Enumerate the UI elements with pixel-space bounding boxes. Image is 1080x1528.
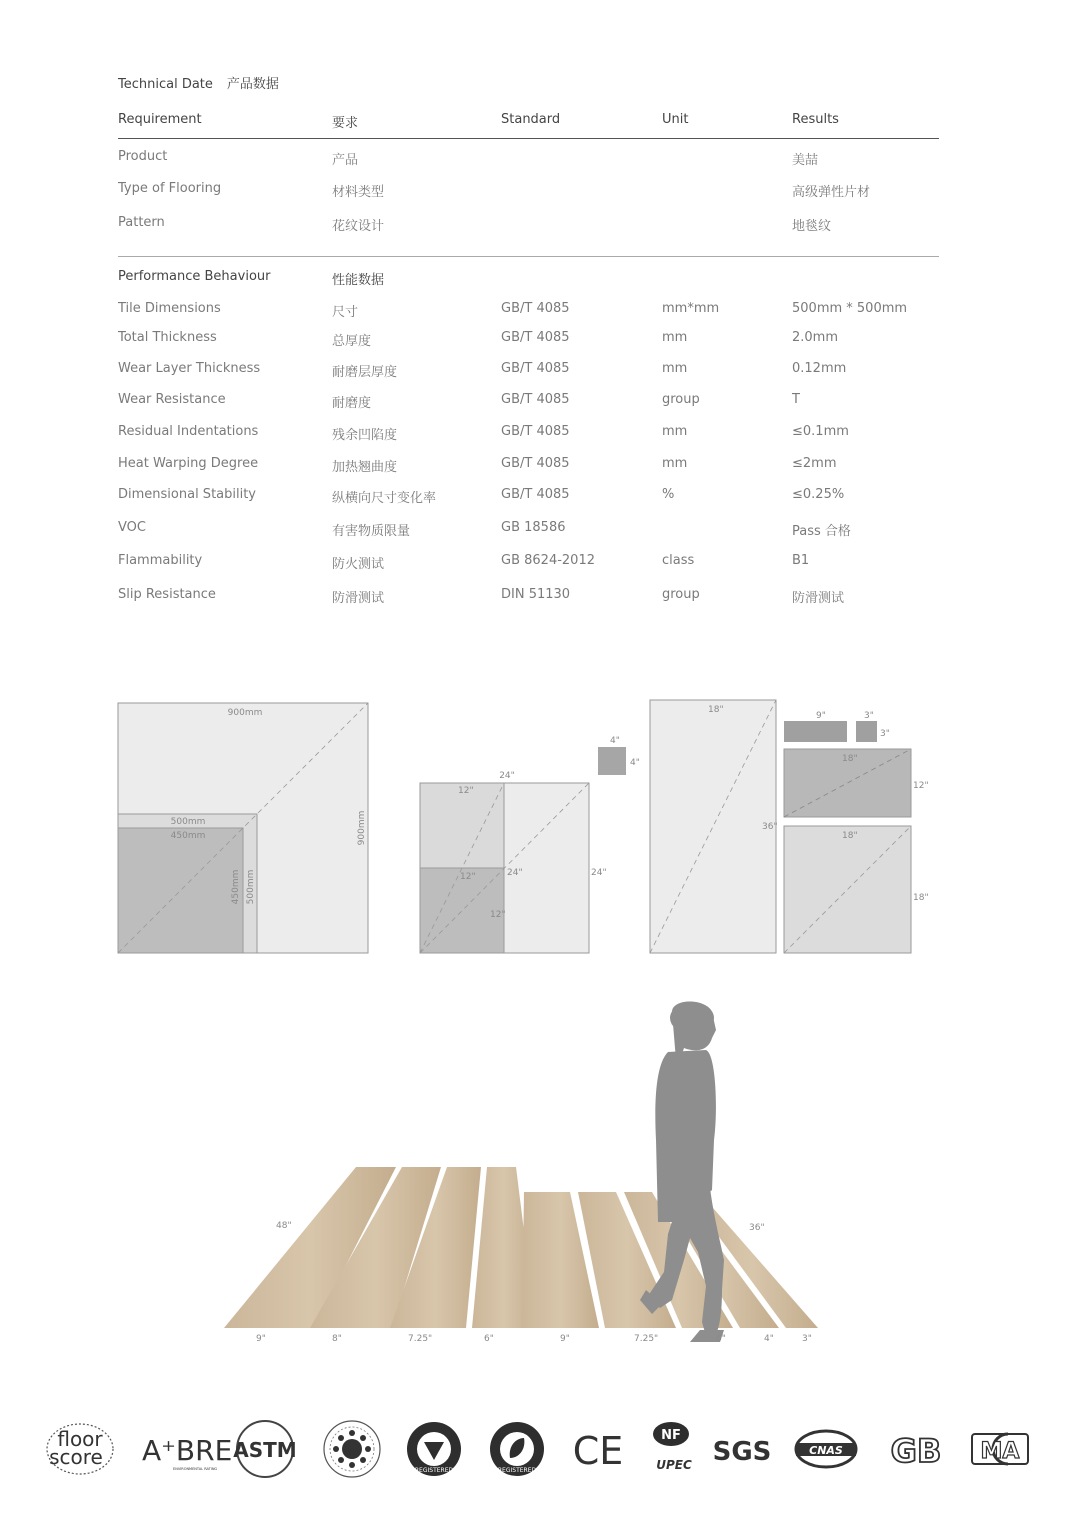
table-cell-cn: 残余凹陷度 (332, 428, 398, 443)
certification-logos (0, 1412, 1080, 1488)
table-cell-res: T (792, 392, 800, 407)
label-24-mid: 24" (507, 868, 523, 878)
table-cell-std: GB/T 4085 (501, 456, 570, 471)
accreditation-logo (324, 1421, 380, 1477)
table-cell-en: Total Thickness (118, 330, 217, 345)
label-450-height: 450mm (231, 869, 241, 905)
table-cell-res: ≤0.25% (792, 487, 845, 502)
table-cell-std: GB/T 4085 (501, 361, 570, 376)
label-18-r2-side: 18" (913, 893, 929, 903)
sgs-text: SGS (712, 1437, 772, 1467)
table-cell-en: Dimensional Stability (118, 487, 257, 502)
header-divider (118, 138, 939, 139)
label-900-width: 900mm (227, 708, 263, 718)
label-18-r2: 18" (842, 831, 858, 841)
label-4-top: 4" (610, 736, 620, 746)
table-cell-en: Pattern (118, 215, 165, 230)
section-divider (118, 256, 939, 257)
table-cell-en: Type of Flooring (118, 181, 222, 196)
table-cell-cn: 总厚度 (332, 334, 372, 349)
nf-text: NF (661, 1428, 681, 1443)
label-3-top: 3" (864, 711, 874, 721)
table-cell-cn: 防滑测试 (332, 591, 385, 606)
tile-3in (856, 721, 877, 742)
table-cell-std: GB/T 4085 (501, 330, 570, 345)
label-width-8: 8" (332, 1334, 342, 1344)
table-cell-unit: mm (662, 424, 688, 439)
table-cell-res: 2.0mm (792, 330, 839, 345)
floorscore-text-1: floor (57, 1427, 103, 1451)
table-cell-res: Pass 合格 (792, 524, 851, 539)
tile-18x18 (784, 826, 911, 953)
planks-48in (224, 1167, 536, 1328)
tile-18x36 (650, 700, 776, 953)
table-cell-res: ≤0.1mm (792, 424, 849, 439)
ce-logo (573, 1429, 624, 1473)
table-cell-res: ≤2mm (792, 456, 837, 471)
col-requirement: Requirement (118, 112, 202, 127)
table-cell-std: DIN 51130 (501, 587, 571, 602)
table-cell-en: Residual Indentations (118, 424, 259, 439)
ce-text: CE (572, 1429, 624, 1473)
label-9-top: 9" (816, 711, 826, 721)
sgs-logo (713, 1437, 772, 1467)
label-900-height: 900mm (357, 810, 367, 846)
table-cell-en: Flammability (118, 553, 203, 568)
cma-text: MA (980, 1439, 1020, 1464)
diagram-plank-sizes (650, 700, 929, 953)
table-cell-cn: 防火测试 (332, 557, 385, 572)
nf-upec-logo (653, 1422, 692, 1472)
table-cell-unit: mm (662, 330, 688, 345)
table-cell-std: GB 18586 (501, 520, 566, 535)
label-12-side: 12" (490, 910, 506, 920)
table-cell-res: 防滑测试 (792, 591, 845, 606)
label-18-r1: 18" (842, 754, 858, 764)
bsi-text-2: REGISTERED (497, 1467, 537, 1474)
gb-logo (891, 1432, 942, 1470)
tile-size-diagrams (0, 690, 1080, 970)
table-cell-cn: 耐磨度 (332, 396, 372, 411)
bsi-registered-logo-2 (490, 1422, 544, 1476)
label-36-side: 36" (762, 822, 778, 832)
col-standard: Standard (501, 112, 561, 127)
col-results: Results (792, 112, 839, 127)
table-cell-unit: mm*mm (662, 301, 720, 316)
bre-sub-text: ENVIRONMENTAL RATING (173, 1467, 218, 1471)
col-unit: Unit (662, 112, 689, 127)
table-cell-unit: mm (662, 361, 688, 376)
label-24-right: 24" (591, 868, 607, 878)
label-12-mid: 12" (460, 872, 476, 882)
tile-9in (784, 721, 847, 742)
cma-logo (972, 1434, 1028, 1464)
table-cell-cn: 产品 (332, 153, 359, 168)
table-cell-unit: mm (662, 456, 688, 471)
plank-illustration (0, 990, 1080, 1360)
bsi-text-1: REGISTERED (414, 1467, 454, 1474)
cnas-logo (796, 1431, 856, 1467)
table-cell-cn: 耐磨层厚度 (332, 365, 398, 380)
astm-text: ASTM (233, 1438, 297, 1462)
table-cell-res: 地毯纹 (792, 219, 832, 234)
table-cell-res: 高级弹性片材 (792, 185, 871, 200)
table-cell-res: 0.12mm (792, 361, 847, 376)
table-cell-en: Slip Resistance (118, 587, 216, 602)
table-cell-unit: group (662, 587, 700, 602)
table-cell-res: 美喆 (792, 153, 819, 168)
table-cell-cn: 有害物质限量 (332, 524, 411, 539)
label-width-7-25: 7.25" (408, 1334, 433, 1344)
performance-title-en: Performance Behaviour (118, 269, 271, 284)
table-cell-unit: class (662, 553, 695, 568)
floorscore-logo (47, 1424, 113, 1474)
diagram-900mm (118, 703, 368, 953)
table-cell-cn: 尺寸 (332, 305, 359, 320)
diagram-24in (420, 736, 640, 953)
upec-text: UPEC (656, 1458, 692, 1472)
label-12-top: 12" (458, 786, 474, 796)
col-requirement-cn: 要求 (332, 116, 359, 131)
label-width-9: 9" (256, 1334, 266, 1344)
label-width-6: 6" (484, 1334, 494, 1344)
label-500-height: 500mm (246, 869, 256, 905)
label-36in: 36" (749, 1223, 765, 1233)
table-cell-en: VOC (118, 520, 146, 535)
table-cell-en: Tile Dimensions (118, 301, 221, 316)
label-48in: 48" (276, 1221, 292, 1231)
table-cell-std: GB/T 4085 (501, 392, 570, 407)
label-500-width: 500mm (170, 817, 206, 827)
label-width-3: 3" (802, 1334, 812, 1344)
label-width-9-b: 9" (560, 1334, 570, 1344)
page-title-en: Technical Date (118, 77, 213, 92)
floorscore-text-2: score (49, 1445, 103, 1469)
page-title (118, 73, 279, 92)
label-18-top: 18" (708, 705, 724, 715)
table-cell-cn: 材料类型 (332, 185, 385, 200)
bre-text: A⁺BRE (142, 1434, 233, 1467)
table-cell-cn: 纵横向尺寸变化率 (332, 491, 437, 506)
cnas-text: CNAS (809, 1444, 843, 1457)
table-cell-cn: 加热翘曲度 (332, 460, 398, 475)
label-width-7-25-b: 7.25" (634, 1334, 659, 1344)
label-12-r1: 12" (913, 781, 929, 791)
performance-title-cn: 性能数据 (332, 273, 385, 288)
table-cell-en: Product (118, 149, 168, 164)
tile-4in (598, 747, 626, 775)
label-4-right: 4" (630, 758, 640, 768)
table-cell-unit: group (662, 392, 700, 407)
table-cell-en: Wear Resistance (118, 392, 226, 407)
table-cell-en: Heat Warping Degree (118, 456, 259, 471)
page-title-cn: 产品数据 (226, 77, 279, 92)
table-cell-unit: % (662, 487, 675, 502)
table-cell-std: GB/T 4085 (501, 424, 570, 439)
label-24-top: 24" (499, 771, 515, 781)
gb-text: GB (890, 1432, 942, 1470)
table-cell-res: B1 (792, 553, 810, 568)
table-cell-en: Wear Layer Thickness (118, 361, 261, 376)
table-cell-std: GB/T 4085 (501, 301, 570, 316)
bre-logo (142, 1434, 232, 1471)
tile-450mm (118, 828, 243, 953)
astm-logo (233, 1421, 296, 1477)
table-cell-std: GB/T 4085 (501, 487, 570, 502)
table-cell-res: 500mm * 500mm (792, 301, 908, 316)
bsi-registered-logo-1 (407, 1422, 461, 1476)
label-width-6-b: 6" (716, 1334, 726, 1344)
label-3-side: 3" (880, 729, 890, 739)
table-cell-cn: 花纹设计 (332, 219, 385, 234)
table-cell-std: GB 8624-2012 (501, 553, 595, 568)
label-450-width: 450mm (170, 831, 206, 841)
label-width-4: 4" (764, 1334, 774, 1344)
